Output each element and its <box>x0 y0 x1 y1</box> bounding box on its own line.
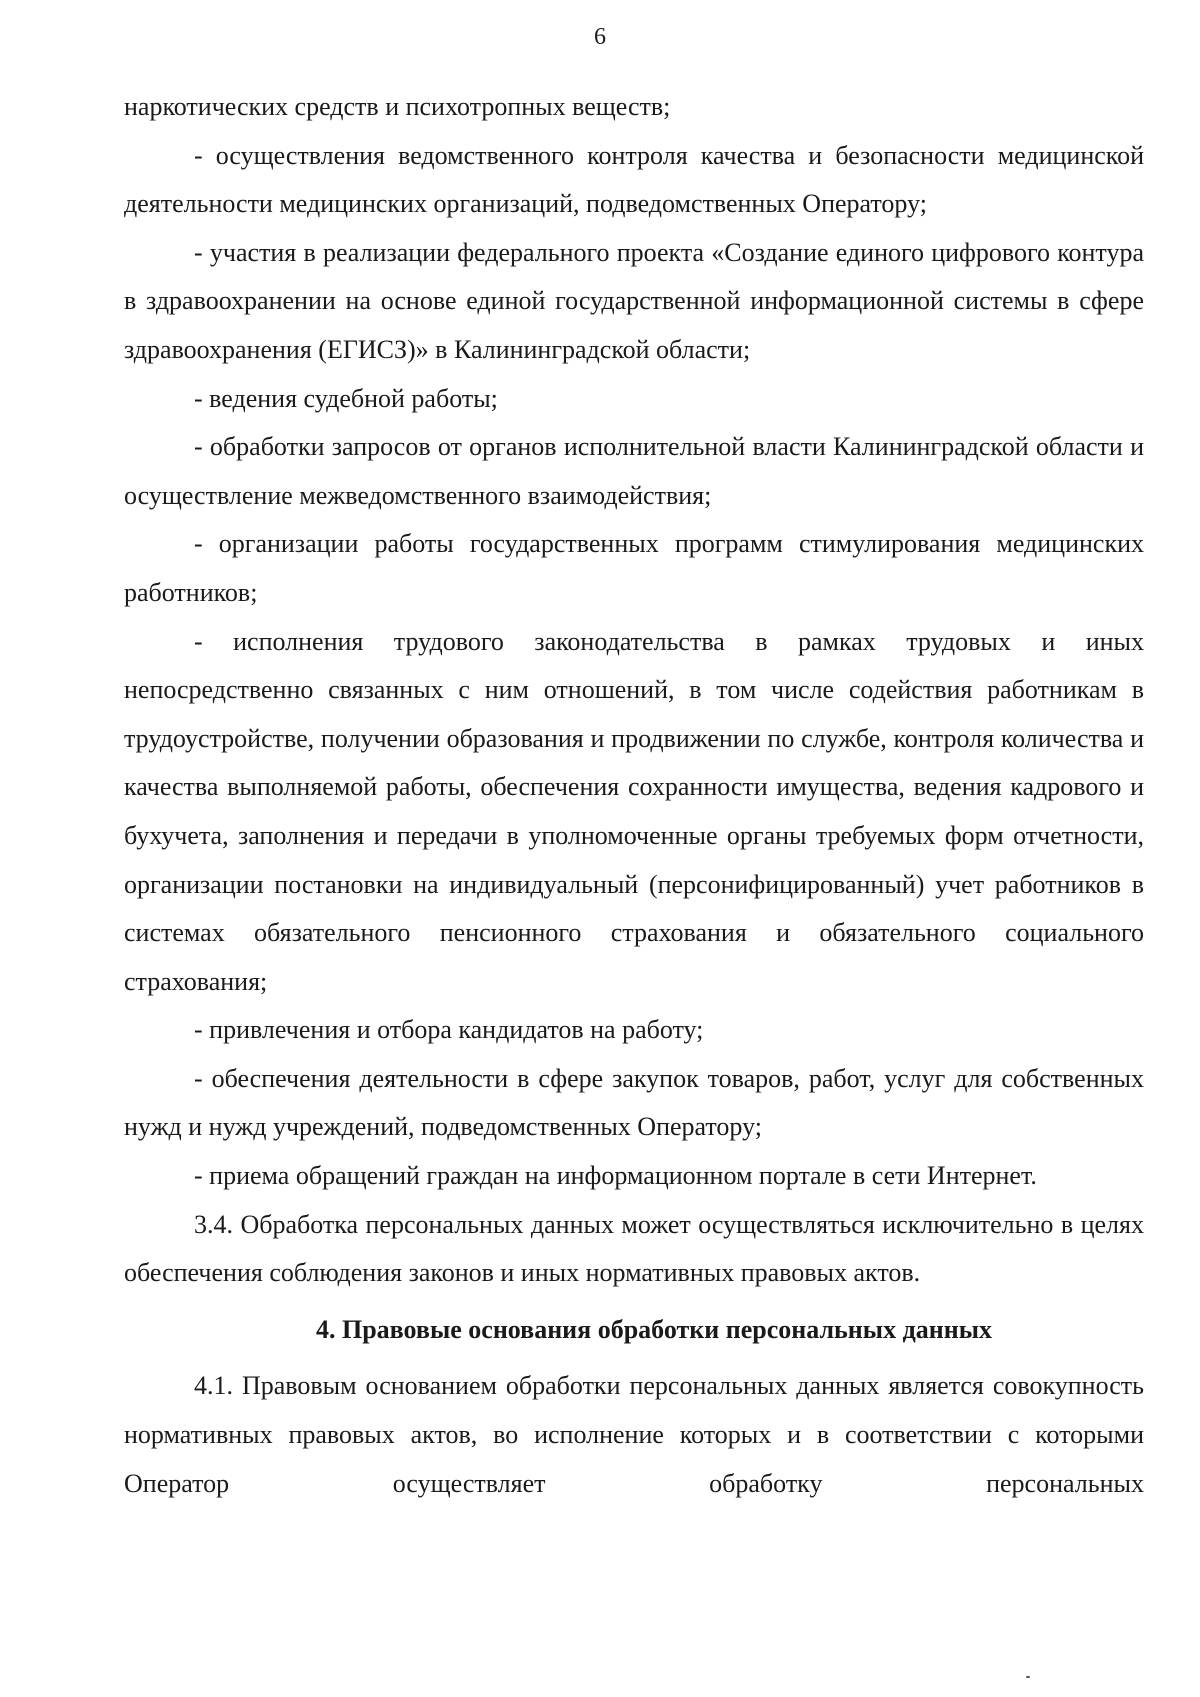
page-number: 6 <box>594 24 606 50</box>
section-heading: 4. Правовые основания обработки персональных данных <box>316 1314 992 1344</box>
paragraph-continuation: наркотических средств и психотропных веществ; <box>124 92 671 121</box>
document-body <box>124 83 1144 1508</box>
list-item-labor-law: - исполнения трудового законодательства в рамках трудовых и иных непосредственно связанных с ним отношений, в том числе содействия работникам в трудоустройстве, получении образования и продвижении по службе, контроля количества и качества выполняемой работы, обеспечения сохранности имущества, ведения кадрового и бухучета, заполнения и передачи в уполномоченные органы требуемых форм отчетности, организации постановки на индивидуальный (персонифицированный) учет работников в системах обязательного пенсионного страхования и обязательного социального страхования; <box>124 626 1144 996</box>
clause-4-1: 4.1. Правовым основанием обработки персональных данных является совокупность нормативных правовых актов, во исполнение которых и в соответствии с которыми Оператор осуществляет обработку персональных <box>124 1371 1144 1498</box>
list-item-control: - осуществления ведомственного контроля качества и безопасности медицинской деятельности медицинских организаций, подведомственных Оператору; <box>124 140 1144 219</box>
list-item-citizen-appeals: - приема обращений граждан на информационном портале в сети Интернет. <box>194 1161 1037 1191</box>
list-item-federal-project: - участия в реализации федерального проекта «Создание единого цифрового контура в здравоохранении на основе единой государственной информационной системы в сфере здравоохранения (ЕГИСЗ)» в Калининградской области; <box>124 237 1144 364</box>
scan-speck <box>1026 1676 1030 1678</box>
list-item-requests: - обработки запросов от органов исполнительной власти Калининградской области и осуществление межведомственного взаимодействия; <box>124 432 1144 510</box>
list-item-judicial-work: - ведения судебной работы; <box>194 383 498 413</box>
list-item-recruitment: - привлечения и отбора кандидатов на работу; <box>194 1015 704 1045</box>
list-item-procurement: - обеспечения деятельности в сфере закупок товаров, работ, услуг для собственных нужд и нужд учреждений, подведомственных Оператору; <box>124 1063 1144 1142</box>
clause-3-4: 3.4. Обработка персональных данных может осуществляться исключительно в целях обеспечения соблюдения законов и иных нормативных правовых актов. <box>124 1209 1144 1288</box>
list-item-programs: - организации работы государственных программ стимулирования медицинских работников; <box>124 529 1144 607</box>
